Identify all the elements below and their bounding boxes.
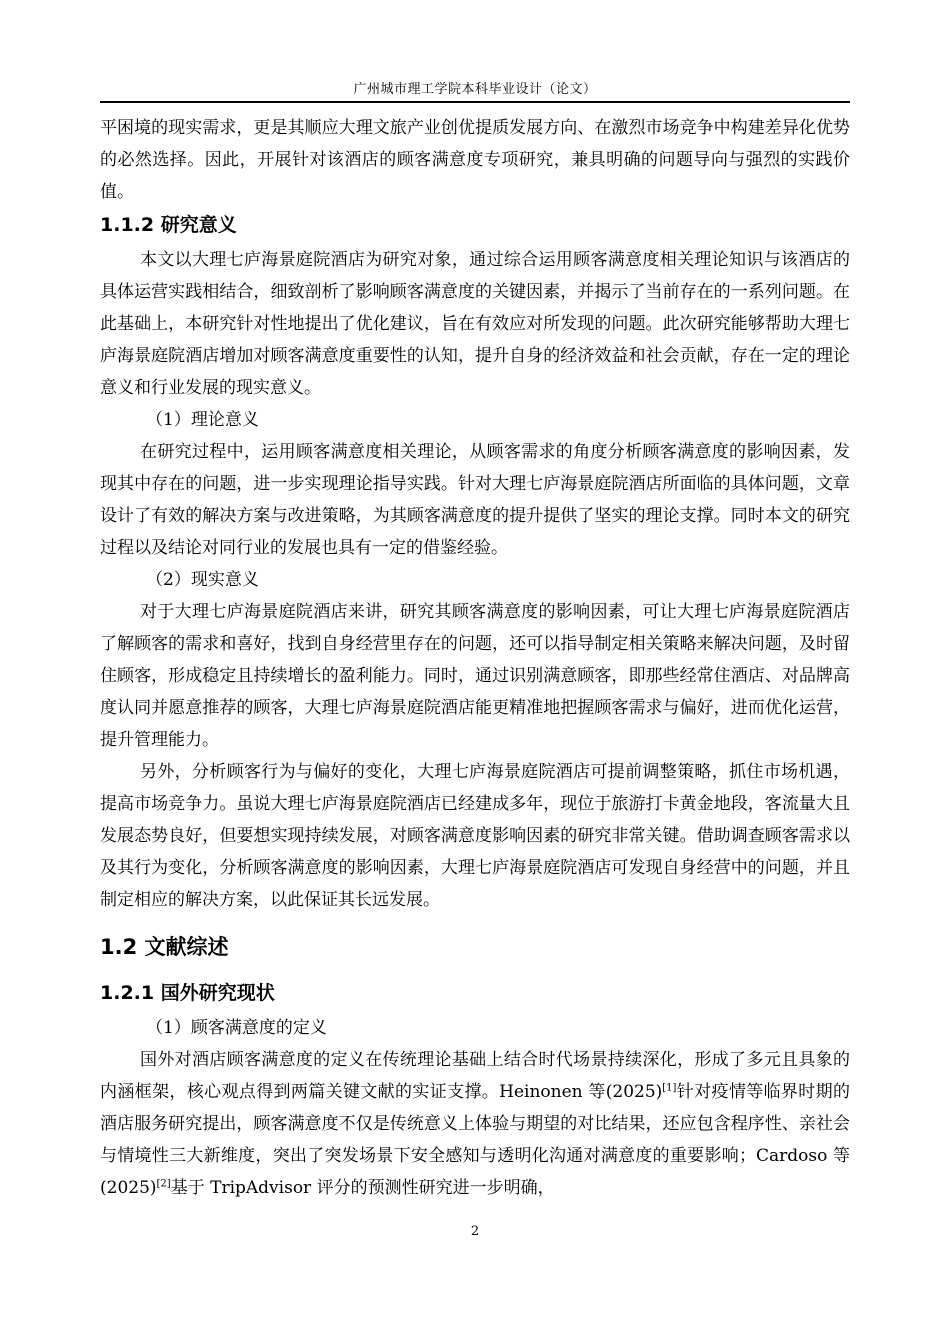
section-heading-1-1-2: 1.1.2 研究意义	[100, 214, 237, 236]
literature-text-2: 针对疫情等临界时期的酒店服务研究提出，顾客满意度不仅是传统意义上体验与期望的对比结果，还应包含程序性、亲社会与情境性三大新维度，突出了突发场景下安全感知与透明化沟通对满意度的重要影响；Cardoso 等(2025)	[100, 1082, 851, 1198]
list-item-theoretical: （1）理论意义	[146, 410, 259, 430]
running-header: 广州城市理工学院本科毕业设计（论文）	[353, 82, 597, 97]
section-heading-1-2-1: 1.2.1 国外研究现状	[100, 982, 275, 1004]
paragraph-practical: 对于大理七庐海景庭院酒店来讲，研究其顾客满意度的影响因素，可让大理七庐海景庭院酒店了解顾客的需求和喜好，找到自身经营里存在的问题，还可以指导制定相关策略来解决问题，及时留住顾客，形成稳定且持续增长的盈利能力。同时，通过识别满意顾客，即那些经常住酒店、对品牌高度认同并愿意推荐的顾客，大理七庐海景庭院酒店能更精准地把握顾客需求与偏好，进而优化运营，提升管理能力。	[100, 602, 850, 750]
paragraph-literature	[100, 1044, 850, 1204]
page-number: 2	[470, 1224, 480, 1239]
citation-2[interactable]: [2]	[156, 1178, 171, 1190]
paragraph-research-significance: 本文以大理七庐海景庭院酒店为研究对象，通过综合运用顾客满意度相关理论知识与该酒店的具体运营实践相结合，细致剖析了影响顾客满意度的关键因素，并揭示了当前存在的一系列问题。在此基础上，本研究针对性地提出了优化建议，旨在有效应对所发现的问题。此次研究能够帮助大理七庐海景庭院酒店增加对顾客满意度重要性的认知，提升自身的经济效益和社会贡献，存在一定的理论意义和行业发展的现实意义。	[100, 250, 850, 398]
literature-text-1: 国外对酒店顾客满意度的定义在传统理论基础上结合时代场景持续深化，形成了多元且具象的内涵框架，核心观点得到两篇关键文献的实证支撑。Heinonen 等(2025)	[100, 1050, 850, 1102]
citation-1[interactable]: [1]	[662, 1082, 677, 1094]
document-body	[100, 112, 850, 1204]
paragraph-additional: 另外，分析顾客行为与偏好的变化，大理七庐海景庭院酒店可提前调整策略，抓住市场机遇，提高市场竞争力。虽说大理七庐海景庭院酒店已经建成多年，现位于旅游打卡黄金地段，客流量大且发展态势良好，但要想实现持续发展，对顾客满意度影响因素的研究非常关键。借助调查顾客需求以及其行为变化，分析顾客满意度的影响因素，大理七庐海景庭院酒店可发现自身经营中的问题，并且制定相应的解决方案，以此保证其长远发展。	[100, 762, 850, 910]
list-item-definition: （1）顾客满意度的定义	[146, 1018, 327, 1038]
header-rule	[100, 101, 850, 103]
literature-text-3: 基于 TripAdvisor 评分的预测性研究进一步明确，	[170, 1178, 555, 1198]
paragraph-continuation: 平困境的现实需求，更是其顺应大理文旅产业创优提质发展方向、在激烈市场竞争中构建差异化优势的必然选择。因此，开展针对该酒店的顾客满意度专项研究，兼具明确的问题导向与强烈的实践价值。	[100, 118, 850, 202]
section-heading-1-2: 1.2 文献综述	[100, 935, 229, 959]
paragraph-theoretical: 在研究过程中，运用顾客满意度相关理论，从顾客需求的角度分析顾客满意度的影响因素，发现其中存在的问题，进一步实现理论指导实践。针对大理七庐海景庭院酒店所面临的具体问题，文章设计了有效的解决方案与改进策略，为其顾客满意度的提升提供了坚实的理论支撑。同时本文的研究过程以及结论对同行业的发展也具有一定的借鉴经验。	[100, 442, 850, 558]
list-item-practical: （2）现实意义	[146, 570, 259, 590]
